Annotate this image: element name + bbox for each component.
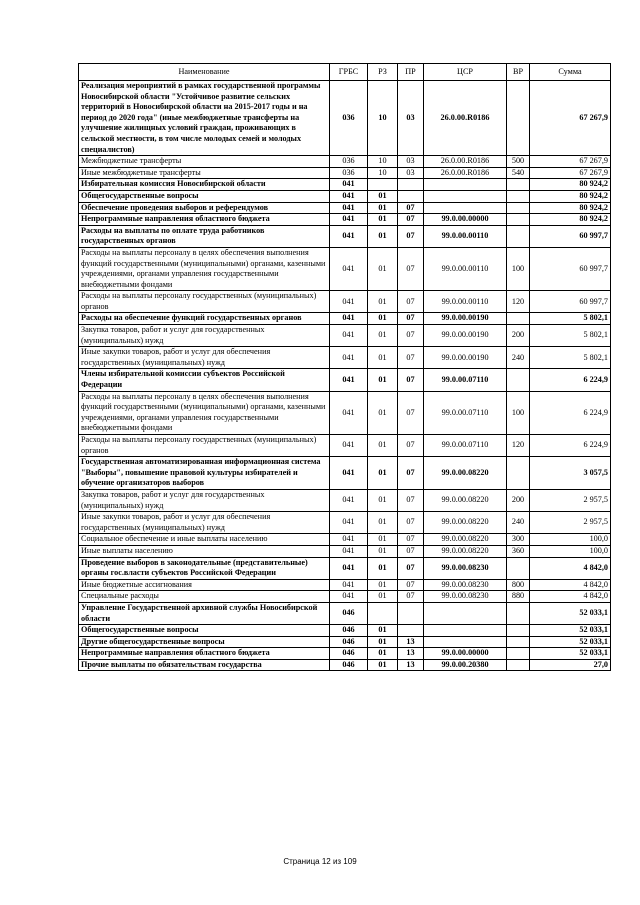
- cell-csr: [424, 636, 507, 648]
- cell-csr: [424, 202, 507, 214]
- table-row: [79, 81, 611, 156]
- cell-grbs: 046: [330, 636, 368, 648]
- table-row: [79, 625, 611, 637]
- table-row: [79, 291, 611, 313]
- col-header-grbs: ГРБС: [330, 64, 368, 81]
- col-header-sum: Сумма: [530, 64, 611, 81]
- cell-vr: 200: [507, 325, 530, 347]
- cell-pr: [398, 602, 424, 624]
- cell-rz: 01: [368, 325, 398, 347]
- cell-name: Общегосударственные вопросы: [79, 190, 330, 202]
- cell-csr: 26.0.00.R0186: [424, 156, 507, 168]
- cell-name: Иные закупки товаров, работ и услуг для обеспечения государственных (муниципальных) нужд: [79, 512, 330, 534]
- cell-sum: 52 033,1: [530, 636, 611, 648]
- cell-name: Расходы на выплаты по оплате труда работников государственных органов: [79, 225, 330, 247]
- cell-pr: 07: [398, 435, 424, 457]
- cell-csr: 99.0.00.08230: [424, 591, 507, 603]
- cell-grbs: 041: [330, 512, 368, 534]
- cell-sum: 3 057,5: [530, 457, 611, 490]
- cell-vr: [507, 369, 530, 391]
- cell-pr: 07: [398, 225, 424, 247]
- cell-pr: 07: [398, 247, 424, 290]
- cell-rz: 01: [368, 313, 398, 325]
- cell-pr: 03: [398, 156, 424, 168]
- col-header-vr: ВР: [507, 64, 530, 81]
- cell-pr: 03: [398, 167, 424, 179]
- cell-name: Закупка товаров, работ и услуг для государственных (муниципальных) нужд: [79, 489, 330, 511]
- cell-vr: 100: [507, 391, 530, 434]
- cell-pr: 07: [398, 291, 424, 313]
- cell-pr: 07: [398, 313, 424, 325]
- cell-sum: 67 267,9: [530, 81, 611, 156]
- cell-csr: 99.0.00.00190: [424, 347, 507, 369]
- cell-vr: 240: [507, 512, 530, 534]
- cell-pr: 07: [398, 579, 424, 591]
- cell-sum: 100,0: [530, 545, 611, 557]
- cell-pr: 07: [398, 545, 424, 557]
- cell-grbs: 046: [330, 659, 368, 671]
- cell-csr: [424, 602, 507, 624]
- cell-csr: 99.0.00.00000: [424, 214, 507, 226]
- cell-grbs: 041: [330, 579, 368, 591]
- cell-grbs: 041: [330, 347, 368, 369]
- cell-vr: 120: [507, 291, 530, 313]
- cell-name: Расходы на выплаты персоналу в целях обеспечения выполнения функций государственными (муниципальными) органами, казенными учреждениями, органами управления государственными внебюджетными фондами: [79, 391, 330, 434]
- cell-grbs: 036: [330, 156, 368, 168]
- cell-name: Проведение выборов в законодательные (представительные) органы гос.власти субъектов Российской Федерации: [79, 557, 330, 579]
- cell-csr: [424, 179, 507, 191]
- cell-vr: 540: [507, 167, 530, 179]
- cell-csr: 99.0.00.08220: [424, 545, 507, 557]
- cell-sum: 2 957,5: [530, 512, 611, 534]
- cell-name: Социальное обеспечение и иные выплаты населению: [79, 534, 330, 546]
- cell-grbs: 041: [330, 545, 368, 557]
- cell-grbs: 041: [330, 325, 368, 347]
- cell-sum: 27,0: [530, 659, 611, 671]
- cell-sum: 80 924,2: [530, 190, 611, 202]
- table-row: [79, 591, 611, 603]
- cell-vr: 800: [507, 579, 530, 591]
- cell-rz: 01: [368, 202, 398, 214]
- cell-sum: 67 267,9: [530, 156, 611, 168]
- table-row: [79, 636, 611, 648]
- cell-name: Иные выплаты населению: [79, 545, 330, 557]
- cell-pr: 07: [398, 534, 424, 546]
- cell-rz: [368, 602, 398, 624]
- cell-csr: 99.0.00.00110: [424, 225, 507, 247]
- cell-grbs: 041: [330, 291, 368, 313]
- table-row: [79, 512, 611, 534]
- cell-pr: [398, 179, 424, 191]
- cell-csr: 99.0.00.00110: [424, 291, 507, 313]
- cell-pr: 03: [398, 81, 424, 156]
- cell-pr: 07: [398, 512, 424, 534]
- cell-csr: 99.0.00.08220: [424, 457, 507, 490]
- table-row: [79, 557, 611, 579]
- cell-name: Непрограммные направления областного бюджета: [79, 648, 330, 660]
- cell-csr: 99.0.00.00190: [424, 325, 507, 347]
- cell-grbs: 041: [330, 247, 368, 290]
- cell-name: Управление Государственной архивной службы Новосибирской области: [79, 602, 330, 624]
- cell-name: Члены избирательной комиссии субъектов Российской Федерации: [79, 369, 330, 391]
- cell-rz: 01: [368, 659, 398, 671]
- cell-rz: 01: [368, 534, 398, 546]
- cell-grbs: 041: [330, 435, 368, 457]
- table-row: [79, 179, 611, 191]
- table-header-row: [79, 64, 611, 81]
- cell-vr: [507, 202, 530, 214]
- cell-pr: 07: [398, 391, 424, 434]
- cell-rz: 01: [368, 648, 398, 660]
- cell-sum: 4 842,0: [530, 579, 611, 591]
- table-row: [79, 659, 611, 671]
- cell-sum: 67 267,9: [530, 167, 611, 179]
- cell-pr: 07: [398, 325, 424, 347]
- cell-grbs: 046: [330, 625, 368, 637]
- table-row: [79, 325, 611, 347]
- table-row: [79, 534, 611, 546]
- cell-grbs: 036: [330, 167, 368, 179]
- cell-sum: 5 802,1: [530, 313, 611, 325]
- cell-vr: [507, 602, 530, 624]
- cell-sum: 4 842,0: [530, 591, 611, 603]
- table-row: [79, 648, 611, 660]
- table-row: [79, 202, 611, 214]
- cell-rz: 10: [368, 156, 398, 168]
- cell-name: Расходы на выплаты персоналу государственных (муниципальных) органов: [79, 291, 330, 313]
- cell-csr: 99.0.00.20380: [424, 659, 507, 671]
- cell-rz: 01: [368, 369, 398, 391]
- cell-rz: 01: [368, 591, 398, 603]
- table-row: [79, 167, 611, 179]
- cell-name: Реализация мероприятий в рамках государственной программы Новосибирской области "Устойчивое развитие сельских территорий в Новосибирской области на 2015-2017 годы и на период до 2020 года" (иные межбюджетные трансферты на улучшение жилищных условий граждан, проживающих в сельской местности, в том числе молодых семей и молодых специалистов): [79, 81, 330, 156]
- cell-sum: 52 033,1: [530, 625, 611, 637]
- cell-rz: 01: [368, 457, 398, 490]
- cell-grbs: 041: [330, 214, 368, 226]
- cell-sum: 52 033,1: [530, 648, 611, 660]
- cell-sum: 52 033,1: [530, 602, 611, 624]
- cell-sum: 60 997,7: [530, 225, 611, 247]
- cell-vr: [507, 179, 530, 191]
- cell-vr: 500: [507, 156, 530, 168]
- cell-rz: 10: [368, 167, 398, 179]
- cell-csr: 99.0.00.08230: [424, 557, 507, 579]
- cell-pr: 07: [398, 347, 424, 369]
- table-row: [79, 457, 611, 490]
- table-row: [79, 489, 611, 511]
- cell-rz: 01: [368, 391, 398, 434]
- cell-grbs: 046: [330, 648, 368, 660]
- cell-sum: 6 224,9: [530, 391, 611, 434]
- cell-vr: [507, 313, 530, 325]
- cell-grbs: 041: [330, 202, 368, 214]
- cell-rz: 01: [368, 579, 398, 591]
- cell-csr: 99.0.00.00190: [424, 313, 507, 325]
- cell-sum: 80 924,2: [530, 202, 611, 214]
- cell-csr: 26.0.00.R0186: [424, 167, 507, 179]
- table-row: [79, 347, 611, 369]
- cell-rz: 10: [368, 81, 398, 156]
- cell-csr: 99.0.00.08220: [424, 512, 507, 534]
- cell-pr: 13: [398, 659, 424, 671]
- cell-name: Закупка товаров, работ и услуг для государственных (муниципальных) нужд: [79, 325, 330, 347]
- cell-vr: [507, 190, 530, 202]
- table-row: [79, 435, 611, 457]
- cell-sum: 5 802,1: [530, 325, 611, 347]
- cell-pr: 07: [398, 369, 424, 391]
- cell-csr: [424, 190, 507, 202]
- cell-grbs: 041: [330, 179, 368, 191]
- cell-rz: 01: [368, 190, 398, 202]
- cell-vr: [507, 457, 530, 490]
- cell-name: Общегосударственные вопросы: [79, 625, 330, 637]
- table-row: [79, 247, 611, 290]
- table-row: [79, 313, 611, 325]
- cell-name: Специальные расходы: [79, 591, 330, 603]
- cell-vr: 100: [507, 247, 530, 290]
- cell-vr: 300: [507, 534, 530, 546]
- cell-pr: 07: [398, 214, 424, 226]
- col-header-csr: ЦСР: [424, 64, 507, 81]
- cell-rz: [368, 179, 398, 191]
- cell-rz: 01: [368, 636, 398, 648]
- cell-grbs: 041: [330, 369, 368, 391]
- cell-name: Расходы на выплаты персоналу в целях обеспечения выполнения функций государственными (муниципальными) органами, казенными учреждениями, органами управления государственными внебюджетными фондами: [79, 247, 330, 290]
- table-row: [79, 545, 611, 557]
- cell-name: Государственная автоматизированная информационная система "Выборы", повышение правовой культуры избирателей и обучение организаторов выборов: [79, 457, 330, 490]
- cell-grbs: 041: [330, 225, 368, 247]
- cell-vr: [507, 659, 530, 671]
- cell-vr: 240: [507, 347, 530, 369]
- cell-sum: 60 997,7: [530, 291, 611, 313]
- cell-pr: [398, 190, 424, 202]
- cell-name: Межбюджетные трансферты: [79, 156, 330, 168]
- table-row: [79, 602, 611, 624]
- cell-pr: 07: [398, 489, 424, 511]
- cell-sum: 60 997,7: [530, 247, 611, 290]
- budget-table: [78, 63, 611, 671]
- cell-vr: 200: [507, 489, 530, 511]
- cell-rz: 01: [368, 625, 398, 637]
- cell-vr: [507, 225, 530, 247]
- cell-grbs: 046: [330, 602, 368, 624]
- cell-vr: [507, 636, 530, 648]
- cell-vr: [507, 214, 530, 226]
- cell-rz: 01: [368, 247, 398, 290]
- cell-sum: 6 224,9: [530, 435, 611, 457]
- col-header-name: Наименование: [79, 64, 330, 81]
- cell-rz: 01: [368, 545, 398, 557]
- cell-vr: 880: [507, 591, 530, 603]
- cell-csr: 99.0.00.08220: [424, 489, 507, 511]
- cell-csr: 99.0.00.00000: [424, 648, 507, 660]
- cell-name: Другие общегосударственные вопросы: [79, 636, 330, 648]
- cell-grbs: 041: [330, 190, 368, 202]
- cell-csr: 99.0.00.00110: [424, 247, 507, 290]
- cell-pr: 07: [398, 457, 424, 490]
- table-row: [79, 225, 611, 247]
- cell-rz: 01: [368, 557, 398, 579]
- cell-grbs: 041: [330, 557, 368, 579]
- cell-sum: 80 924,2: [530, 214, 611, 226]
- cell-name: Расходы на выплаты персоналу государственных (муниципальных) органов: [79, 435, 330, 457]
- page-footer: Страница 12 из 109: [283, 857, 357, 866]
- cell-csr: 99.0.00.07110: [424, 391, 507, 434]
- cell-name: Иные бюджетные ассигнования: [79, 579, 330, 591]
- cell-grbs: 041: [330, 591, 368, 603]
- cell-rz: 01: [368, 214, 398, 226]
- table-row: [79, 214, 611, 226]
- cell-csr: 99.0.00.08230: [424, 579, 507, 591]
- cell-vr: [507, 648, 530, 660]
- col-header-pr: ПР: [398, 64, 424, 81]
- cell-name: Прочие выплаты по обязательствам государства: [79, 659, 330, 671]
- cell-grbs: 036: [330, 81, 368, 156]
- cell-pr: 13: [398, 636, 424, 648]
- table-row: [79, 190, 611, 202]
- cell-csr: 99.0.00.07110: [424, 369, 507, 391]
- cell-name: Иные межбюджетные трансферты: [79, 167, 330, 179]
- cell-sum: 6 224,9: [530, 369, 611, 391]
- cell-grbs: 041: [330, 457, 368, 490]
- col-header-rz: РЗ: [368, 64, 398, 81]
- cell-grbs: 041: [330, 489, 368, 511]
- cell-grbs: 041: [330, 534, 368, 546]
- cell-vr: 120: [507, 435, 530, 457]
- cell-rz: 01: [368, 225, 398, 247]
- cell-pr: [398, 625, 424, 637]
- cell-sum: 100,0: [530, 534, 611, 546]
- table-row: [79, 369, 611, 391]
- cell-vr: 360: [507, 545, 530, 557]
- cell-name: Избирательная комиссия Новосибирской области: [79, 179, 330, 191]
- cell-grbs: 041: [330, 313, 368, 325]
- cell-csr: 26.0.00.R0186: [424, 81, 507, 156]
- cell-rz: 01: [368, 347, 398, 369]
- cell-csr: 99.0.00.08220: [424, 534, 507, 546]
- cell-vr: [507, 81, 530, 156]
- cell-pr: 13: [398, 648, 424, 660]
- cell-sum: 5 802,1: [530, 347, 611, 369]
- cell-grbs: 041: [330, 391, 368, 434]
- cell-name: Непрограммные направления областного бюджета: [79, 214, 330, 226]
- cell-sum: 4 842,0: [530, 557, 611, 579]
- table-row: [79, 579, 611, 591]
- cell-name: Расходы на обеспечение функций государственных органов: [79, 313, 330, 325]
- cell-csr: [424, 625, 507, 637]
- cell-pr: 07: [398, 202, 424, 214]
- cell-pr: 07: [398, 591, 424, 603]
- cell-sum: 2 957,5: [530, 489, 611, 511]
- table-row: [79, 391, 611, 434]
- cell-pr: 07: [398, 557, 424, 579]
- cell-vr: [507, 625, 530, 637]
- cell-name: Иные закупки товаров, работ и услуг для обеспечения государственных (муниципальных) нужд: [79, 347, 330, 369]
- cell-rz: 01: [368, 489, 398, 511]
- cell-csr: 99.0.00.07110: [424, 435, 507, 457]
- cell-vr: [507, 557, 530, 579]
- cell-rz: 01: [368, 291, 398, 313]
- cell-name: Обеспечение проведения выборов и референдумов: [79, 202, 330, 214]
- cell-rz: 01: [368, 435, 398, 457]
- cell-sum: 80 924,2: [530, 179, 611, 191]
- cell-rz: 01: [368, 512, 398, 534]
- table-row: [79, 156, 611, 168]
